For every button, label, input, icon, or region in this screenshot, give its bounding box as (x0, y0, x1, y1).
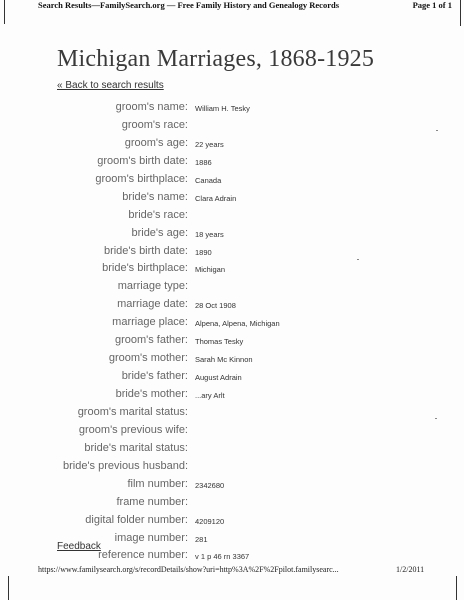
record-label: groom's father: (114, 334, 188, 347)
record-row (0, 422, 464, 440)
record-row (0, 314, 464, 332)
record-value: Clara Adrain (195, 193, 237, 203)
record-row (0, 512, 464, 530)
page-title: Michigan Marriages, 1868-1925 (57, 46, 375, 72)
record-row (0, 207, 464, 225)
record-value: 1890 (195, 247, 212, 257)
record-label: bride's birth date: (103, 244, 188, 257)
print-footer-date: 1/2/2011 (396, 565, 425, 574)
record-row (0, 135, 464, 153)
record-row (0, 99, 464, 117)
record-label: groom's birthplace: (95, 172, 188, 185)
record-value: 1886 (195, 157, 212, 167)
record-row (0, 476, 464, 494)
record-label: marriage date: (117, 298, 188, 311)
record-row (0, 260, 464, 278)
record-row (0, 278, 464, 296)
record-value: 22 years (195, 139, 224, 149)
record-value: 28 Oct 1908 (195, 301, 236, 311)
scan-speck (435, 418, 437, 419)
record-details (0, 99, 464, 565)
record-label: reference number: (98, 549, 188, 562)
print-header-page: Page 1 of 1 (412, 0, 452, 10)
record-row (0, 458, 464, 476)
record-label: bride's previous husband: (62, 459, 188, 472)
record-label: groom's birth date: (97, 154, 188, 167)
record-value: Thomas Tesky (195, 337, 244, 347)
record-row (0, 296, 464, 314)
record-label: bride's birthplace: (102, 262, 188, 275)
record-row (0, 153, 464, 171)
print-header-title: Search Results—FamilySearch.org — Free Family History and Genealogy Records (38, 0, 340, 10)
record-row (0, 404, 464, 422)
record-label: groom's previous wife: (78, 423, 188, 436)
record-label: frame number: (116, 495, 188, 508)
record-label: groom's race: (121, 118, 188, 131)
record-row (0, 368, 464, 386)
record-label: bride's name: (122, 190, 188, 203)
record-row (0, 117, 464, 135)
record-label: bride's race: (128, 208, 188, 221)
print-footer-url: https://www.familysearch.org/s/recordDetails/show?uri=http%3A%2F%2Fpilot.familysearc... (38, 565, 339, 574)
record-label: bride's marital status: (84, 441, 188, 454)
record-label: bride's mother: (115, 388, 188, 400)
record-row (0, 350, 464, 368)
record-label: bride's father: (121, 370, 188, 383)
record-label: groom's name: (115, 101, 188, 113)
record-value: 4209120 (195, 516, 225, 526)
feedback-link[interactable]: Feedback (57, 541, 101, 552)
record-value: August Adrain (195, 373, 242, 383)
record-label: groom's marital status: (77, 405, 188, 418)
record-value: William H. Tesky (195, 104, 250, 113)
record-row (0, 171, 464, 189)
record-value: 281 (195, 534, 208, 544)
record-row (0, 440, 464, 458)
record-value: v 1 p 46 rn 3367 (195, 552, 250, 562)
record-value: Sarah Mc Kinnon (195, 355, 253, 365)
record-value: Michigan (195, 265, 226, 275)
record-label: film number: (127, 477, 188, 490)
record-row (0, 243, 464, 261)
record-row (0, 225, 464, 243)
back-to-results-link[interactable]: « Back to search results (57, 80, 164, 91)
scan-edge (456, 576, 457, 600)
record-value: 18 years (195, 229, 224, 239)
record-label: marriage place: (112, 316, 188, 329)
record-label: bride's age: (131, 226, 188, 239)
print-header (0, 0, 464, 12)
record-label: digital folder number: (85, 513, 188, 526)
scan-edge (8, 576, 9, 600)
record-value: 2342680 (195, 480, 225, 490)
record-value: ...ary Arlt (195, 391, 225, 400)
record-row (0, 189, 464, 207)
record-label: groom's mother: (108, 352, 188, 365)
record-value: Alpena, Alpena, Michigan (195, 319, 280, 329)
record-row (0, 386, 464, 404)
scan-edge (460, 0, 461, 26)
scan-speck (357, 259, 359, 260)
record-label: marriage type: (117, 280, 188, 293)
record-value: Canada (195, 175, 222, 185)
record-row (0, 332, 464, 350)
record-label: image number: (114, 531, 188, 544)
record-label: groom's age: (124, 136, 188, 149)
record-row (0, 494, 464, 512)
scan-speck (436, 130, 438, 131)
scan-edge (4, 0, 5, 24)
